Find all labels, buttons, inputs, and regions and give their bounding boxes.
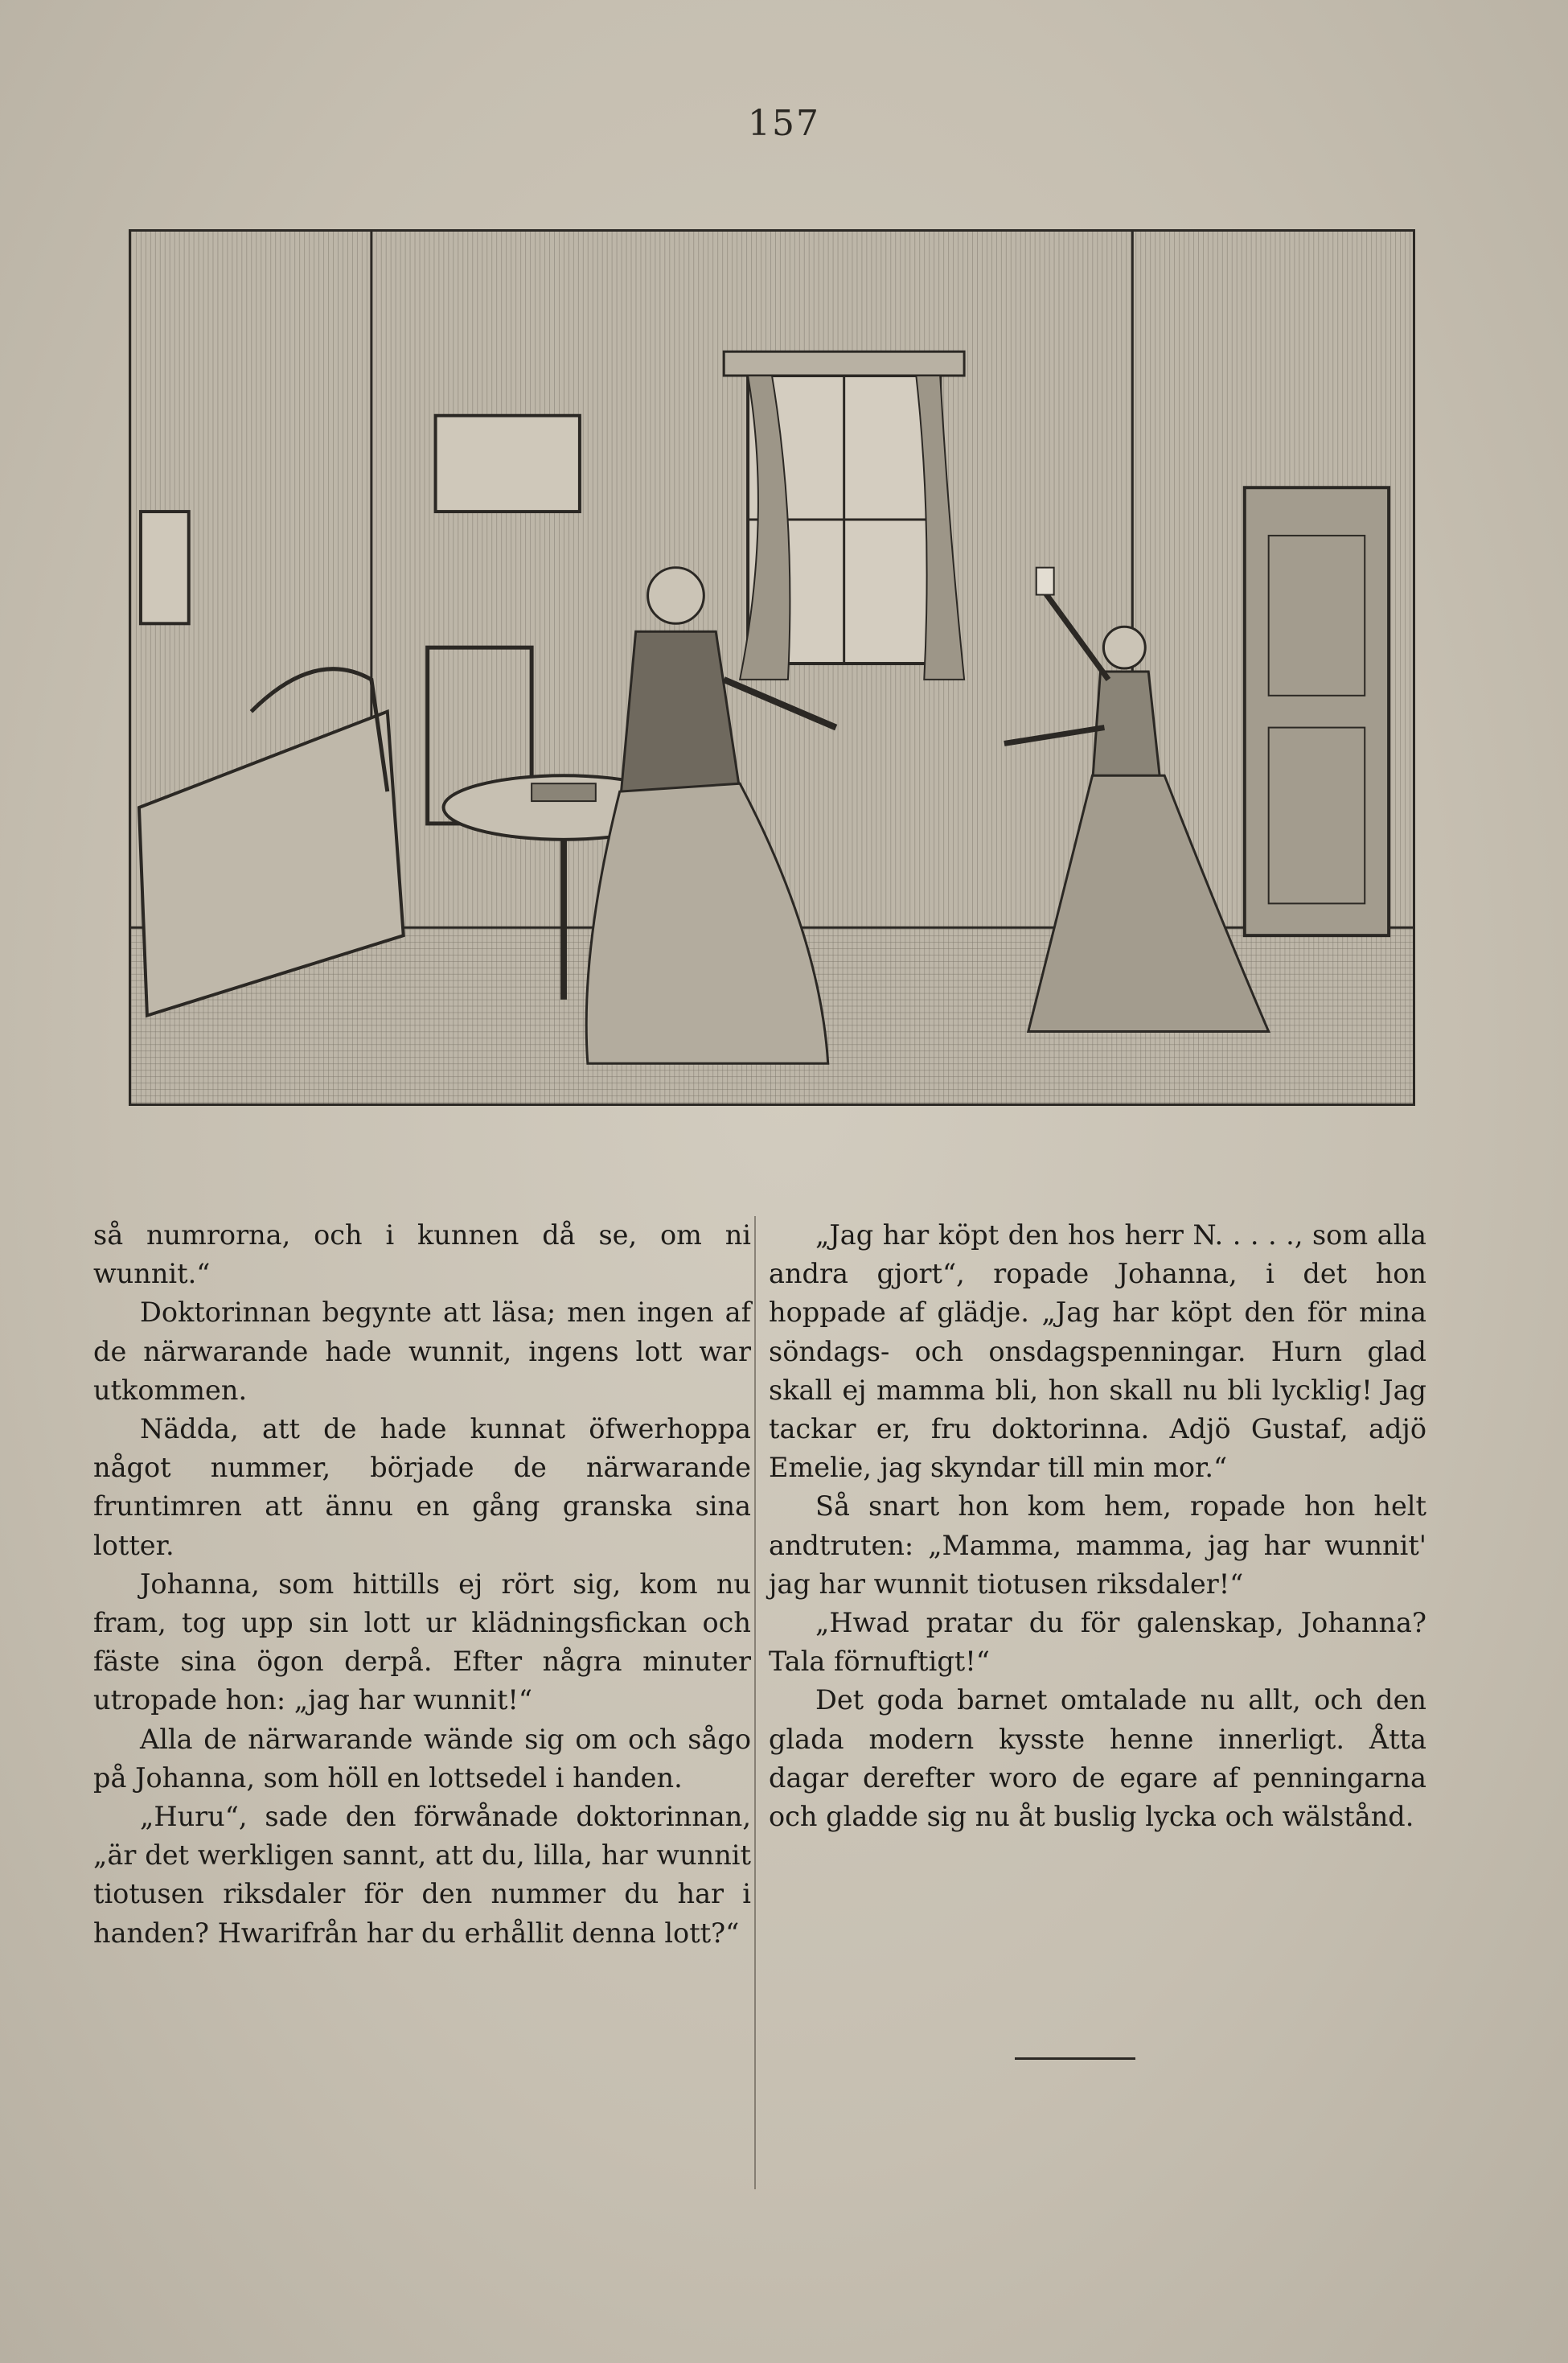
right-column: [769, 1216, 1426, 1836]
paragraph: Alla de närwarande wände sig om och sågo på Johanna, som höll en lottsedel i handen.: [93, 1723, 751, 1794]
paragraph: „Huru“, sade den förwånade doktorinnan, „är det werkligen sannt, att du, lilla, har wunnit tiotusen riksdaler för den nummer du har i handen? Hwarifrån har du erhållit denna lott?“: [93, 1801, 751, 1949]
column-divider: [754, 1216, 756, 2189]
paragraph: „Jag har köpt den hos herr N. . . . ., som alla andra gjort“, ropade Johanna, i det hon hoppade af glädje. „Jag har köpt den för mina söndags- och onsdagspenningar. Hurn glad skall ej mamma bli, hon skall nu bli lycklig! Jag tackar er, fru doktorinna. Adjö Gustaf, adjö Emelie, jag skyndar till min mor.“: [769, 1219, 1426, 1484]
paragraph: „Hwad pratar du för galenskap, Johanna? Tala förnuftigt!“: [769, 1607, 1426, 1678]
page-number: 157: [748, 103, 820, 144]
paragraph: så numrorna, och i kunnen då se, om ni wunnit.“: [93, 1219, 751, 1290]
illustration: [129, 229, 1415, 1106]
left-column: [93, 1216, 751, 1953]
chapter-end-rule: [1015, 2057, 1135, 2060]
engraving-two-women-in-room-icon: [131, 232, 1413, 1103]
paragraph: Nädda, att de hade kunnat öfwerhoppa något nummer, började de närwarande fruntimren att ännu en gång granska sina lotter.: [93, 1413, 751, 1561]
paragraph: Så snart hon kom hem, ropade hon helt andtruten: „Mamma, mamma, jag har wunnit' jag har wunnit tiotusen riksdaler!“: [769, 1490, 1426, 1600]
paragraph: Det goda barnet omtalade nu allt, och den glada modern kysste henne innerligt. Åtta dagar derefter woro de egare af penningarna och gladde sig nu åt buslig lycka och wälstånd.: [769, 1684, 1426, 1833]
paragraph: Doktorinnan begynte att läsa; men ingen af de närwarande hade wunnit, ingens lott war utkommen.: [93, 1297, 751, 1406]
paragraph: Johanna, som hittills ej rört sig, kom nu fram, tog upp sin lott ur klädningsfickan och fäste sina ögon derpå. Efter några minuter utropade hon: „jag har wunnit!“: [93, 1568, 751, 1716]
